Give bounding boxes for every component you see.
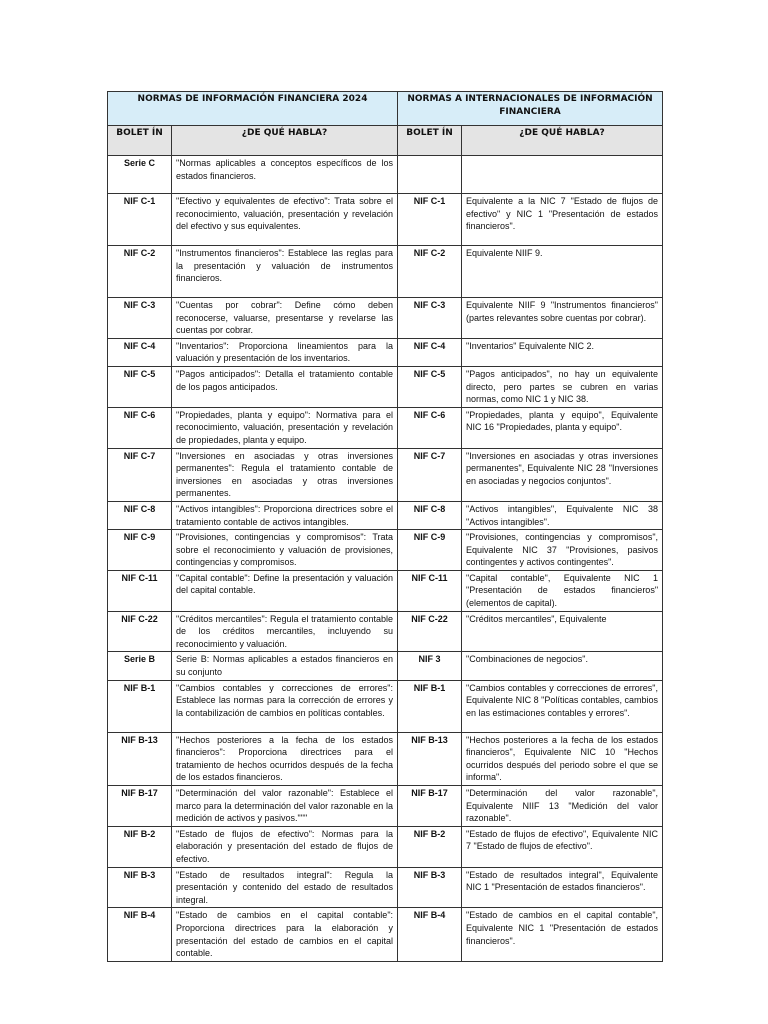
ifrs-equivalent: "Cambios contables y correcciones de errores", Equivalente NIC 8 "Políticas contables, cambios en las estimaciones contables y errores". bbox=[462, 680, 663, 732]
ifrs-equivalent: "Hechos posteriores a la fecha de los estados financieros", Equivalente NIC 10 "Hechos ocurridos después del periodo sobre el que se informa". bbox=[462, 732, 663, 785]
table-row bbox=[108, 680, 663, 732]
boletin-description: "Créditos mercantiles": Regula el tratamiento contable de los créditos mercantiles, incluyendo su reconocimiento y valuación. bbox=[172, 611, 398, 652]
ifrs-code: NIF B-3 bbox=[398, 867, 462, 908]
table-row bbox=[108, 570, 663, 611]
ifrs-code: NIF B-1 bbox=[398, 680, 462, 732]
table-row bbox=[108, 652, 663, 680]
col-header-que-habla: ¿DE QUÉ HABLA? bbox=[462, 126, 663, 156]
ifrs-code: NIF C-7 bbox=[398, 448, 462, 501]
table-row bbox=[108, 407, 663, 448]
ifrs-equivalent: "Inversiones en asociadas y otras inversiones permanentes", Equivalente NIC 28 "Inversiones en asociadas y negocios conjuntos". bbox=[462, 448, 663, 501]
table-row bbox=[108, 156, 663, 194]
ifrs-equivalent: Equivalente NIIF 9 "Instrumentos financieros" (partes relevantes sobre cuentas por cobrar). bbox=[462, 298, 663, 339]
ifrs-equivalent: "Estado de resultados integral", Equivalente NIC 1 "Presentación de estados financieros". bbox=[462, 867, 663, 908]
boletin-description: "Inventarios": Proporciona lineamientos para la valuación y presentación de los inventarios. bbox=[172, 338, 398, 366]
boletin-code: Serie C bbox=[108, 156, 172, 194]
boletin-description: "Inversiones en asociadas y otras inversiones permanentes": Regula el tratamiento contable de inversiones en asociadas y otras inversiones permanentes. bbox=[172, 448, 398, 501]
table-row bbox=[108, 867, 663, 908]
boletin-code: NIF C-5 bbox=[108, 366, 172, 407]
ifrs-equivalent: Equivalente NIIF 9. bbox=[462, 246, 663, 298]
boletin-code: Serie B bbox=[108, 652, 172, 680]
table-row bbox=[108, 366, 663, 407]
boletin-description: "Hechos posteriores a la fecha de los estados financieros": Proporciona directrices para el tratamiento de hechos ocurridos después de la fecha de los estados financieros. bbox=[172, 732, 398, 785]
boletin-description: "Pagos anticipados": Detalla el tratamiento contable de los pagos anticipados. bbox=[172, 366, 398, 407]
boletin-code: NIF C-4 bbox=[108, 338, 172, 366]
ifrs-equivalent: "Créditos mercantiles", Equivalente bbox=[462, 611, 663, 652]
ifrs-equivalent: "Estado de cambios en el capital contable", Equivalente NIC 1 "Presentación de estados financieros". bbox=[462, 908, 663, 961]
ifrs-equivalent: "Pagos anticipados", no hay un equivalente directo, pero partes se cubren en varias normas, como NIC 1 y NIC 38. bbox=[462, 366, 663, 407]
table-row bbox=[108, 530, 663, 571]
ifrs-equivalent: "Capital contable", Equivalente NIC 1 "Presentación de estados financieros" (elementos de capital). bbox=[462, 570, 663, 611]
ifrs-code: NIF B-2 bbox=[398, 826, 462, 867]
table-row bbox=[108, 246, 663, 298]
ifrs-code: NIF B-4 bbox=[398, 908, 462, 961]
boletin-code: NIF B-2 bbox=[108, 826, 172, 867]
ifrs-equivalent: "Estado de flujos de efectivo", Equivalente NIC 7 "Estado de flujos de efectivo". bbox=[462, 826, 663, 867]
ifrs-code: NIF C-4 bbox=[398, 338, 462, 366]
boletin-code: NIF C-1 bbox=[108, 194, 172, 246]
boletin-code: NIF C-8 bbox=[108, 501, 172, 529]
ifrs-code: NIF C-5 bbox=[398, 366, 462, 407]
ifrs-equivalent: "Activos intangibles", Equivalente NIC 38 "Activos intangibles". bbox=[462, 501, 663, 529]
table-row bbox=[108, 501, 663, 529]
boletin-code: NIF C-6 bbox=[108, 407, 172, 448]
ifrs-equivalent: "Propiedades, planta y equipo", Equivalente NIC 16 "Propiedades, planta y equipo". bbox=[462, 407, 663, 448]
ifrs-code: NIF C-3 bbox=[398, 298, 462, 339]
boletin-code: NIF C-22 bbox=[108, 611, 172, 652]
table-row bbox=[108, 194, 663, 246]
boletin-code: NIF C-7 bbox=[108, 448, 172, 501]
table-row bbox=[108, 786, 663, 827]
ifrs-equivalent: "Provisiones, contingencias y compromisos", Equivalente NIC 37 "Provisiones, pasivos contingentes y activos contingentes". bbox=[462, 530, 663, 571]
boletin-description: "Estado de resultados integral": Regula la presentación y contenido del estado de resultados integral. bbox=[172, 867, 398, 908]
col-header-boletin: BOLET ÍN bbox=[108, 126, 172, 156]
boletin-description: "Determinación del valor razonable": Establece el marco para la determinación del valor razonable en la medición de activos y pasivos.""" bbox=[172, 786, 398, 827]
boletin-description: "Efectivo y equivalentes de efectivo": Trata sobre el reconocimiento, valuación, presentación y revelación del efectivo y sus equivalentes. bbox=[172, 194, 398, 246]
boletin-description: "Cambios contables y correcciones de errores": Establece las normas para la corrección de errores y la contabilización de cambios en políticas contables. bbox=[172, 680, 398, 732]
boletin-description: "Capital contable": Define la presentación y valuación del capital contable. bbox=[172, 570, 398, 611]
table-row bbox=[108, 908, 663, 961]
col-header-que-habla: ¿DE QUÉ HABLA? bbox=[172, 126, 398, 156]
boletin-code: NIF C-2 bbox=[108, 246, 172, 298]
right-table-title: NORMAS A INTERNACIONALES DE INFORMACIÓN FINANCIERA bbox=[398, 92, 663, 126]
ifrs-code: NIF C-2 bbox=[398, 246, 462, 298]
ifrs-code: NIF C-9 bbox=[398, 530, 462, 571]
ifrs-equivalent: Equivalente a la NIC 7 "Estado de flujos de efectivo" y NIC 1 "Presentación de estados financieros". bbox=[462, 194, 663, 246]
boletin-code: NIF B-3 bbox=[108, 867, 172, 908]
ifrs-equivalent: "Determinación del valor razonable", Equivalente NIIF 13 "Medición del valor razonable". bbox=[462, 786, 663, 827]
ifrs-code: NIF C-1 bbox=[398, 194, 462, 246]
table-row bbox=[108, 611, 663, 652]
boletin-code: NIF B-17 bbox=[108, 786, 172, 827]
col-header-boletin: BOLET ÍN bbox=[398, 126, 462, 156]
boletin-description: Serie B: Normas aplicables a estados financieros en su conjunto bbox=[172, 652, 398, 680]
boletin-description: "Estado de flujos de efectivo": Normas para la elaboración y presentación del estado de flujos de efectivo. bbox=[172, 826, 398, 867]
table-row bbox=[108, 826, 663, 867]
boletin-description: "Provisiones, contingencias y compromisos": Trata sobre el reconocimiento y valuación de provisiones, contingencias y compromisos. bbox=[172, 530, 398, 571]
boletin-description: "Estado de cambios en el capital contable": Proporciona directrices para la elaboración y presentación del estado de cambios en el capital contable. bbox=[172, 908, 398, 961]
ifrs-equivalent bbox=[462, 156, 663, 194]
boletin-description: "Cuentas por cobrar": Define cómo deben reconocerse, valuarse, presentarse y revelarse las cuentas por cobrar. bbox=[172, 298, 398, 339]
table-row bbox=[108, 338, 663, 366]
boletin-description: "Instrumentos financieros": Establece las reglas para la presentación y valuación de instrumentos financieros. bbox=[172, 246, 398, 298]
nif-comparison-table bbox=[107, 91, 663, 962]
ifrs-code: NIF C-11 bbox=[398, 570, 462, 611]
left-table-title: NORMAS DE INFORMACIÓN FINANCIERA 2024 bbox=[108, 92, 398, 126]
ifrs-code: NIF C-22 bbox=[398, 611, 462, 652]
ifrs-code: NIF C-6 bbox=[398, 407, 462, 448]
ifrs-code: NIF B-17 bbox=[398, 786, 462, 827]
ifrs-code bbox=[398, 156, 462, 194]
boletin-code: NIF B-13 bbox=[108, 732, 172, 785]
boletin-code: NIF C-9 bbox=[108, 530, 172, 571]
ifrs-equivalent: "Inventarios" Equivalente NIC 2. bbox=[462, 338, 663, 366]
table-row bbox=[108, 732, 663, 785]
boletin-description: "Normas aplicables a conceptos específicos de los estados financieros. bbox=[172, 156, 398, 194]
ifrs-code: NIF 3 bbox=[398, 652, 462, 680]
boletin-description: "Activos intangibles": Proporciona directrices sobre el tratamiento contable de activos intangibles. bbox=[172, 501, 398, 529]
table-row bbox=[108, 298, 663, 339]
boletin-code: NIF B-4 bbox=[108, 908, 172, 961]
table-row bbox=[108, 448, 663, 501]
boletin-code: NIF C-11 bbox=[108, 570, 172, 611]
ifrs-code: NIF B-13 bbox=[398, 732, 462, 785]
ifrs-equivalent: "Combinaciones de negocios". bbox=[462, 652, 663, 680]
boletin-description: "Propiedades, planta y equipo": Normativa para el reconocimiento, valuación, presentación y revelación de propiedades, planta y equipo. bbox=[172, 407, 398, 448]
boletin-code: NIF C-3 bbox=[108, 298, 172, 339]
boletin-code: NIF B-1 bbox=[108, 680, 172, 732]
ifrs-code: NIF C-8 bbox=[398, 501, 462, 529]
